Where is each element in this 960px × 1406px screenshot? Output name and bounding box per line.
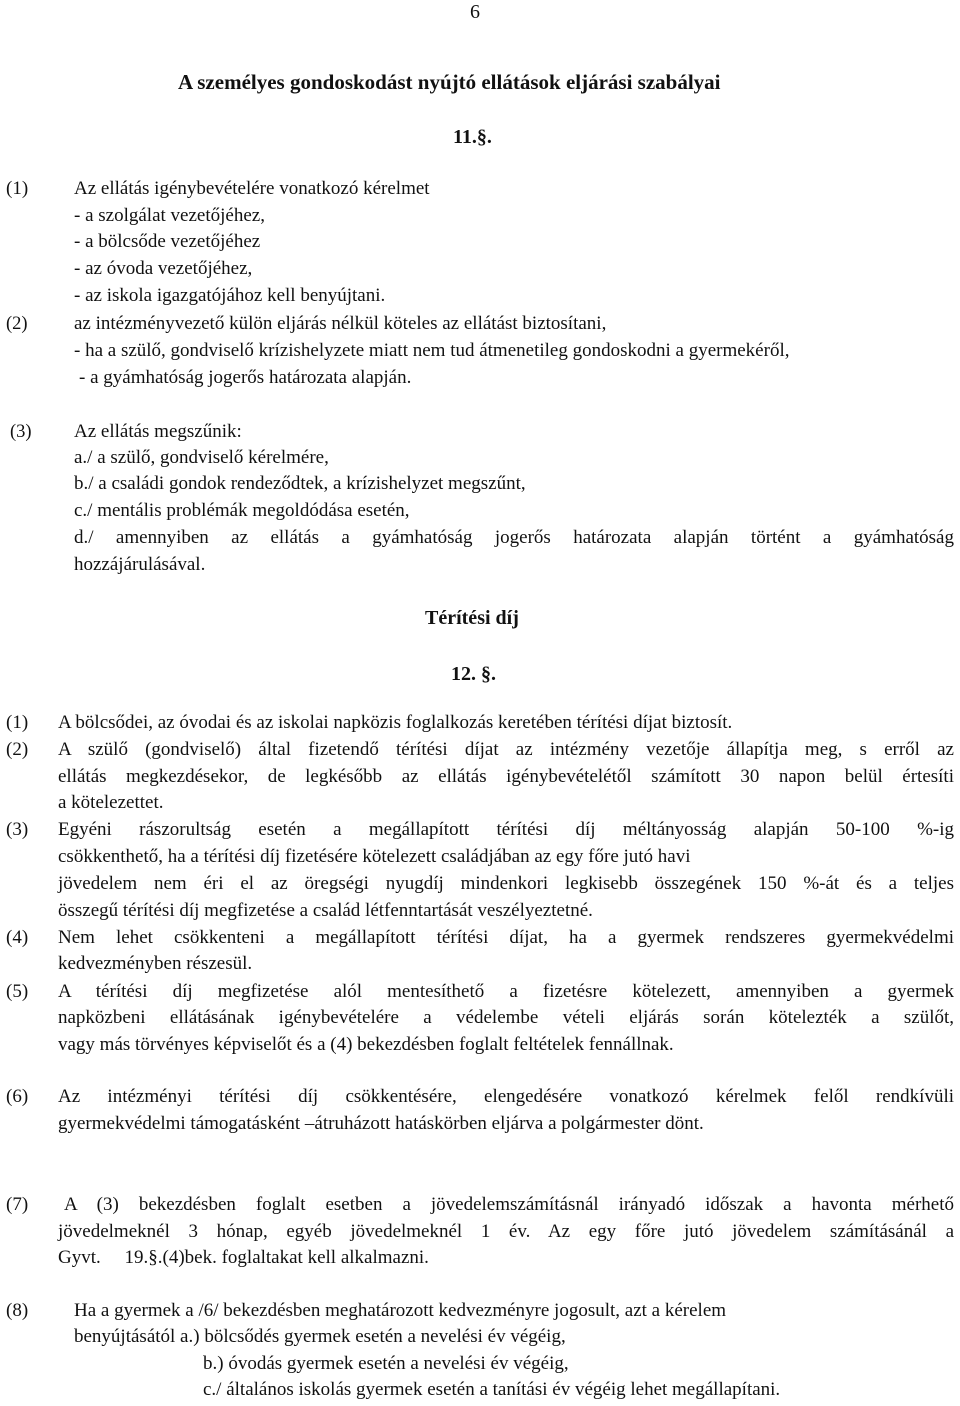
- paragraph-number: (8): [6, 1300, 29, 1321]
- paragraph-number: (6): [6, 1086, 29, 1107]
- text-line: benyújtásától a.) bölcsődés gyermek esetén a nevelési év végéig,: [74, 1326, 566, 1347]
- page-number: 6: [470, 1, 480, 23]
- list-item: - az óvoda vezetőjéhez,: [74, 258, 253, 279]
- list-item: b./ a családi gondok rendeződtek, a krízishelyzet megszűnt,: [74, 473, 526, 494]
- text-line: hozzájárulásával.: [74, 554, 206, 575]
- list-item: a./ a szülő, gondviselő kérelmére,: [74, 447, 329, 468]
- page-title: A személyes gondoskodást nyújtó ellátások eljárási szabályai: [178, 70, 721, 94]
- text-line: Gyvt. 19.§.(4)bek. foglaltakat kell alkalmazni.: [58, 1247, 429, 1268]
- paragraph-number: (2): [6, 314, 28, 334]
- text-line: összegű térítési díj megfizetése a család létfenntartását veszélyeztetné.: [58, 900, 593, 921]
- text-line: kedvezményben részesül.: [58, 953, 253, 974]
- paragraph-number: (3): [6, 819, 29, 840]
- text-line: a kötelezettet.: [58, 792, 164, 813]
- text-line: Nem lehet csökkenteni a megállapított térítési díjat, ha a gyermek rendszeres gyermekvédelmi: [58, 927, 954, 948]
- text-line: csökkenthető, ha a térítési díj fizetésére kötelezett családjában az egy főre jutó havi: [58, 846, 691, 867]
- text-line: Az ellátás megszűnik:: [74, 421, 242, 442]
- list-item: c./ általános iskolás gyermek esetén a tanítási év végéig lehet megállapítani.: [203, 1379, 781, 1400]
- list-item: - a szolgálat vezetőjéhez,: [74, 205, 265, 226]
- list-item: d./ amennyiben az ellátás a gyámhatóság jogerős határozata alapján történt a gyámhatóság: [74, 527, 954, 548]
- text-line: Egyéni rászorultság esetén a megállapított térítési díj méltányosság alapján 50-100 %-ig: [58, 819, 954, 840]
- text-line: A térítési díj megfizetése alól mentesíthető a fizetésre kötelezett, amennyiben a gyermek: [58, 981, 954, 1002]
- text-line: A szülő (gondviselő) által fizetendő térítési díjat az intézmény vezetője állapítja meg, s erről az: [58, 739, 954, 760]
- paragraph-number: (7): [6, 1194, 29, 1215]
- text-line: jövedelmeknél 3 hónap, egyéb jövedelmeknél 1 év. Az egy főre jutó jövedelem számításánál a: [58, 1221, 954, 1242]
- paragraph-number: (2): [6, 739, 29, 760]
- fee-title: Térítési díj: [425, 607, 519, 629]
- text-line: napközbeni ellátásának igénybevételére a védelembe vételi eljárás során kötelezték a szülőt,: [58, 1007, 954, 1028]
- text-line: Az ellátás igénybevételére vonatkozó kérelmet: [74, 178, 430, 199]
- list-item: - ha a szülő, gondviselő krízishelyzete miatt nem tud átmenetileg gondoskodni a gyermekéről,: [74, 340, 790, 361]
- text-line: Az intézményi térítési díj csökkentésére, elengedésére vonatkozó kérelmek felől rendkívüli: [58, 1086, 954, 1107]
- paragraph-number: (1): [6, 712, 29, 733]
- text-line: ellátás megkezdésekor, de legkésőbb az ellátás igénybevételétől számított 30 napon belül értesíti: [58, 766, 954, 787]
- text-line: Ha a gyermek a /6/ bekezdésben meghatározott kedvezményre jogosult, azt a kérelem: [74, 1300, 727, 1321]
- list-item: b.) óvodás gyermek esetén a nevelési év végéig,: [203, 1353, 569, 1374]
- text-line: A bölcsődei, az óvodai és az iskolai napközis foglalkozás keretében térítési díjat biztosít.: [58, 712, 733, 733]
- paragraph-number: (4): [6, 927, 29, 948]
- text-line: A (3) bekezdésben foglalt esetben a jövedelemszámításnál irányadó időszak a havonta mérhető: [64, 1194, 954, 1215]
- list-item: - a gyámhatóság jogerős határozata alapján.: [79, 367, 412, 388]
- text-line: az intézményvezető külön eljárás nélkül köteles az ellátást biztosítani,: [74, 313, 607, 334]
- list-item: - a bölcsőde vezetőjéhez: [74, 231, 261, 252]
- section-12-heading: 12. §.: [451, 663, 496, 685]
- section-11-heading: 11.§.: [453, 126, 492, 148]
- text-line: vagy más törvényes képviselőt és a (4) bekezdésben foglalt feltételek fennállnak.: [58, 1034, 674, 1055]
- paragraph-number: (5): [6, 981, 29, 1002]
- list-item: - az iskola igazgatójához kell benyújtani.: [74, 285, 386, 306]
- text-line: jövedelem nem éri el az öregségi nyugdíj mindenkori legkisebb összegének 150 %-át és a teljes: [58, 873, 954, 894]
- list-item: c./ mentális problémák megoldódása esetén,: [74, 500, 410, 521]
- paragraph-number: (1): [6, 178, 29, 199]
- text-line: gyermekvédelmi támogatásként –átruházott hatáskörben eljárva a polgármester dönt.: [58, 1113, 704, 1134]
- paragraph-number: (3): [10, 422, 32, 442]
